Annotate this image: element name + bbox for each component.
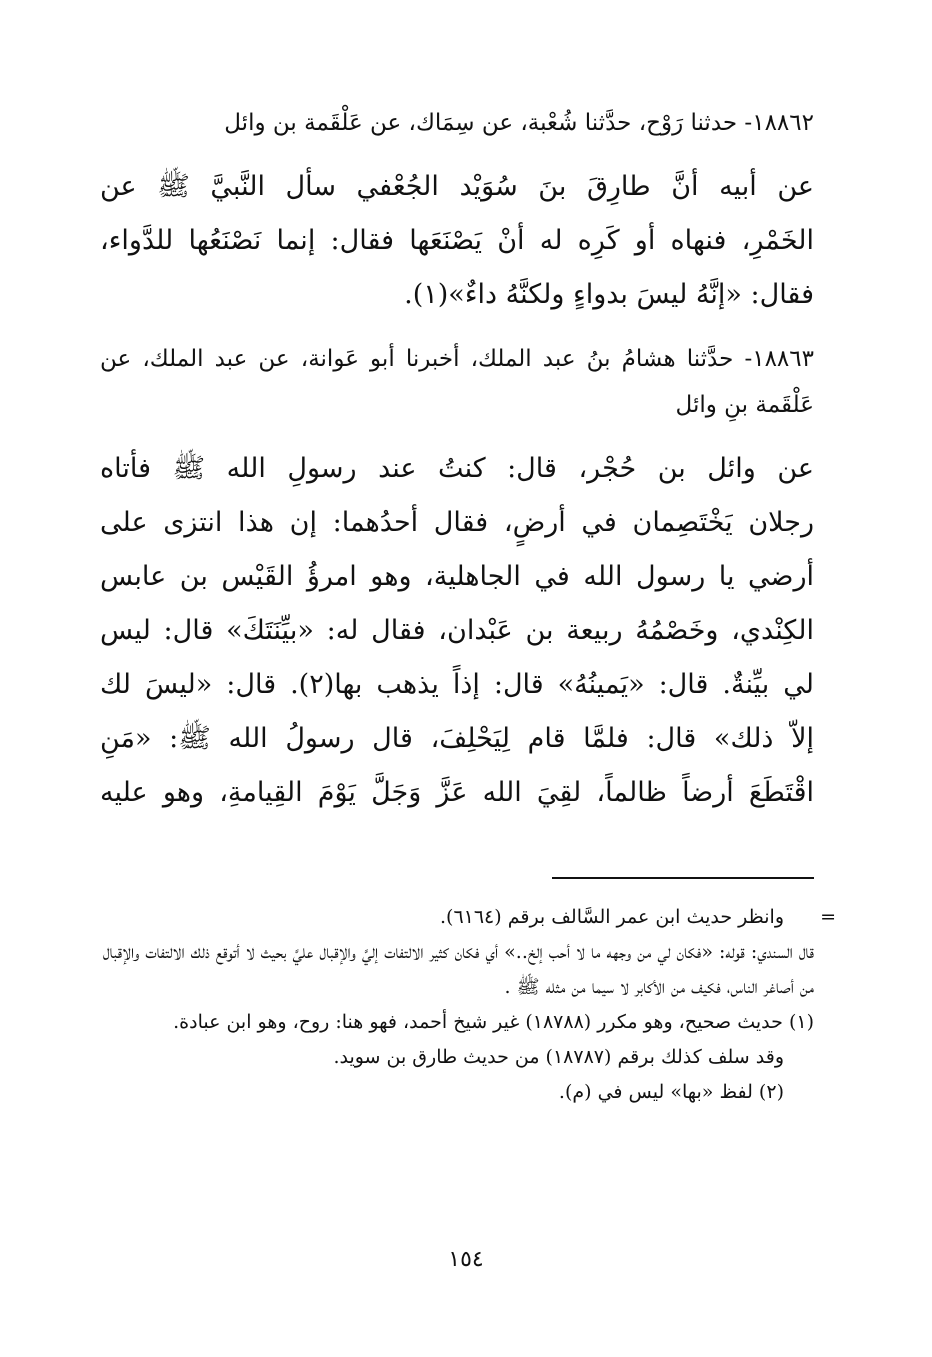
matn-line: اقْتَطَعَ أرضاً ظالماً، لقِيَ الله عَزَّ وَجَلَّ يَوْمَ القِيامةِ، وهو عليه [100,777,814,808]
hadith-18863-isnad: ١٨٨٦٣- حدَّثنا هشامُ بنُ عبد الملك، أخبرنا أبو عَوانة، عن عبد الملك، عن عَلْقَمة بنِ وائل [100,346,814,418]
hadith-18862-matn [100,160,814,322]
matn-line: عن وائل بن حُجْر، قال: كنتُ عند رسولِ الله ﷺ فأتاه [100,453,814,484]
footnote-separator [552,877,814,879]
matn-line: رجلان يَخْتَصِمان في أرضٍ، فقال أحدُهما: إن هذا انتزى على [100,507,814,538]
matn-line: الخَمْرِ، فنهاه أو كَرِه له أنْ يَصْنَعَها فقال: إنما نَصْنَعُها للدَّواء، [100,225,814,256]
footnotes [100,900,814,1110]
footnote-continuation-mark: = [820,906,836,928]
footnote-line: (١) حديث صحيح، وهو مكرر (١٨٧٨٨) غير شيخ أحمد، فهو هنا: روح، وهو ابن عبادة. [173,1011,814,1033]
footnote-line: قال السندي: قوله: «فكان لي من وجهه ما لا أحب إلخ..» أي فكان كثير الالتفات إليَّ والإقبال عليَّ بحيث لا أتوقع ذلك الالتفات والإقبال من أصاغر الناس، فكيف من الأكابر لا سيما من مثله ﷺ . [102,941,814,998]
page-content [100,100,814,834]
hadith-18863-matn [100,442,814,820]
hadith-18862-isnad: ١٨٨٦٢- حدثنا رَوْح، حدَّثنا شُعْبة، عن سِمَاك، عن عَلْقَمة بن وائل [224,110,814,136]
matn-line: لي بيِّنةٌ. قال: «يَمينُهُ» قال: إذاً يذهب بها(٢). قال: «ليسَ لك [100,669,814,700]
matn-line: الكِنْدي، وخَصْمُهُ ربيعة بن عَبْدان، فقال له: «بيِّنَتَكَ» قال: ليس [100,615,814,646]
matn-line: إلاّ ذلك» قال: فلمَّا قام لِيَحْلِفَ، قال رسولُ الله ﷺ: «مَنِ [100,723,814,754]
footnote-line: وقد سلف كذلك برقم (١٨٧٨٧) من حديث طارق بن سويد. [333,1046,784,1068]
page-number: ١٥٤ [448,1247,484,1272]
footnote-line: وانظر حديث ابن عمر السَّالف برقم (٦١٦٤). [439,906,784,928]
footnote-line: (٢) لفظ «بها» ليس في (م). [558,1081,784,1103]
matn-line: فقال: «إنَّهُ ليسَ بدواءٍ ولكنَّهُ داءٌ»(١). [404,279,814,310]
matn-line: أرضي يا رسول الله في الجاهلية، وهو امرؤُ القَيْس بن عابس [100,561,814,592]
matn-line: عن أبيه أنَّ طارِقَ بنَ سُوَيْد الجُعْفي سأل النَّبيَّ ﷺ عن [100,171,814,202]
